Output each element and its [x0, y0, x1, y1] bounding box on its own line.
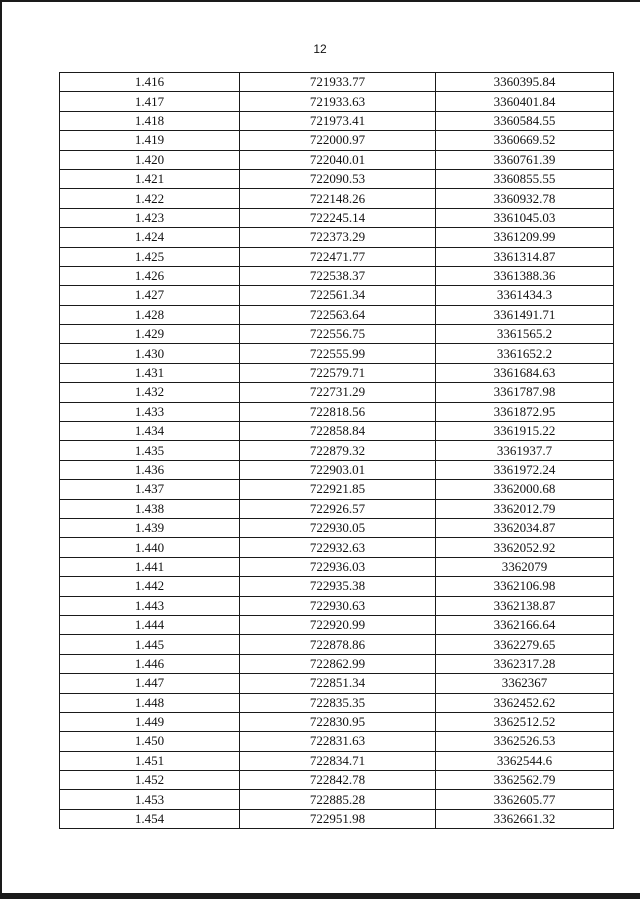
x-coordinate-cell: 722878.86	[240, 635, 436, 654]
y-coordinate-cell: 3361652.2	[436, 344, 614, 363]
x-coordinate-cell: 722818.56	[240, 402, 436, 421]
x-coordinate-cell: 722930.63	[240, 596, 436, 615]
x-coordinate-cell: 722926.57	[240, 499, 436, 518]
table-row	[60, 325, 614, 344]
x-coordinate-cell: 722555.99	[240, 344, 436, 363]
y-coordinate-cell: 3361388.36	[436, 266, 614, 285]
x-coordinate-cell: 722935.38	[240, 577, 436, 596]
point-number-cell: 1.423	[60, 208, 240, 227]
y-coordinate-cell: 3362012.79	[436, 499, 614, 518]
y-coordinate-cell: 3360395.84	[436, 73, 614, 92]
table-row	[60, 499, 614, 518]
x-coordinate-cell: 722951.98	[240, 809, 436, 828]
y-coordinate-cell: 3362526.53	[436, 732, 614, 751]
table-row	[60, 577, 614, 596]
y-coordinate-cell: 3361872.95	[436, 402, 614, 421]
point-number-cell: 1.448	[60, 693, 240, 712]
table-row	[60, 771, 614, 790]
point-number-cell: 1.442	[60, 577, 240, 596]
x-coordinate-cell: 722879.32	[240, 441, 436, 460]
point-number-cell: 1.430	[60, 344, 240, 363]
table-row	[60, 247, 614, 266]
y-coordinate-cell: 3361314.87	[436, 247, 614, 266]
x-coordinate-cell: 722471.77	[240, 247, 436, 266]
point-number-cell: 1.437	[60, 480, 240, 499]
table-row	[60, 480, 614, 499]
table-row	[60, 344, 614, 363]
x-coordinate-cell: 722148.26	[240, 189, 436, 208]
x-coordinate-cell: 722831.63	[240, 732, 436, 751]
table-row	[60, 693, 614, 712]
bottom-scan-edge	[0, 893, 640, 899]
x-coordinate-cell: 722731.29	[240, 383, 436, 402]
point-number-cell: 1.438	[60, 499, 240, 518]
table-row	[60, 441, 614, 460]
x-coordinate-cell: 722862.99	[240, 654, 436, 673]
table-row	[60, 305, 614, 324]
y-coordinate-cell: 3361972.24	[436, 460, 614, 479]
point-number-cell: 1.427	[60, 286, 240, 305]
y-coordinate-cell: 3361491.71	[436, 305, 614, 324]
y-coordinate-cell: 3360669.52	[436, 131, 614, 150]
x-coordinate-cell: 721933.63	[240, 92, 436, 111]
table-row	[60, 460, 614, 479]
table-row	[60, 809, 614, 828]
table-row	[60, 208, 614, 227]
point-number-cell: 1.441	[60, 557, 240, 576]
y-coordinate-cell: 3361915.22	[436, 422, 614, 441]
y-coordinate-cell: 3362452.62	[436, 693, 614, 712]
x-coordinate-cell: 722885.28	[240, 790, 436, 809]
y-coordinate-cell: 3361684.63	[436, 363, 614, 382]
y-coordinate-cell: 3362079	[436, 557, 614, 576]
coordinates-table-body	[60, 73, 614, 829]
x-coordinate-cell: 722921.85	[240, 480, 436, 499]
x-coordinate-cell: 722858.84	[240, 422, 436, 441]
y-coordinate-cell: 3360761.39	[436, 150, 614, 169]
x-coordinate-cell: 722040.01	[240, 150, 436, 169]
table-row	[60, 92, 614, 111]
y-coordinate-cell: 3360584.55	[436, 111, 614, 130]
point-number-cell: 1.433	[60, 402, 240, 421]
x-coordinate-cell: 722579.71	[240, 363, 436, 382]
point-number-cell: 1.449	[60, 712, 240, 731]
x-coordinate-cell: 722930.05	[240, 518, 436, 537]
y-coordinate-cell: 3362279.65	[436, 635, 614, 654]
point-number-cell: 1.450	[60, 732, 240, 751]
y-coordinate-cell: 3362000.68	[436, 480, 614, 499]
x-coordinate-cell: 722842.78	[240, 771, 436, 790]
x-coordinate-cell: 722903.01	[240, 460, 436, 479]
point-number-cell: 1.428	[60, 305, 240, 324]
y-coordinate-cell: 3361565.2	[436, 325, 614, 344]
table-row	[60, 169, 614, 188]
y-coordinate-cell: 3361045.03	[436, 208, 614, 227]
y-coordinate-cell: 3360932.78	[436, 189, 614, 208]
x-coordinate-cell: 722834.71	[240, 751, 436, 770]
point-number-cell: 1.444	[60, 615, 240, 634]
table-row	[60, 615, 614, 634]
y-coordinate-cell: 3362034.87	[436, 518, 614, 537]
point-number-cell: 1.431	[60, 363, 240, 382]
y-coordinate-cell: 3362106.98	[436, 577, 614, 596]
table-row	[60, 111, 614, 130]
y-coordinate-cell: 3362605.77	[436, 790, 614, 809]
x-coordinate-cell: 721973.41	[240, 111, 436, 130]
y-coordinate-cell: 3362317.28	[436, 654, 614, 673]
x-coordinate-cell: 722245.14	[240, 208, 436, 227]
point-number-cell: 1.424	[60, 228, 240, 247]
table-row	[60, 790, 614, 809]
point-number-cell: 1.439	[60, 518, 240, 537]
x-coordinate-cell: 721933.77	[240, 73, 436, 92]
table-row	[60, 635, 614, 654]
table-row	[60, 363, 614, 382]
y-coordinate-cell: 3361434.3	[436, 286, 614, 305]
x-coordinate-cell: 722920.99	[240, 615, 436, 634]
point-number-cell: 1.446	[60, 654, 240, 673]
y-coordinate-cell: 3362544.6	[436, 751, 614, 770]
y-coordinate-cell: 3362512.52	[436, 712, 614, 731]
table-row	[60, 596, 614, 615]
x-coordinate-cell: 722373.29	[240, 228, 436, 247]
point-number-cell: 1.454	[60, 809, 240, 828]
point-number-cell: 1.436	[60, 460, 240, 479]
point-number-cell: 1.445	[60, 635, 240, 654]
point-number-cell: 1.420	[60, 150, 240, 169]
table-row	[60, 131, 614, 150]
y-coordinate-cell: 3362661.32	[436, 809, 614, 828]
table-row	[60, 732, 614, 751]
table-row	[60, 150, 614, 169]
x-coordinate-cell: 722932.63	[240, 538, 436, 557]
point-number-cell: 1.434	[60, 422, 240, 441]
x-coordinate-cell: 722563.64	[240, 305, 436, 324]
y-coordinate-cell: 3362138.87	[436, 596, 614, 615]
table-row	[60, 751, 614, 770]
point-number-cell: 1.453	[60, 790, 240, 809]
table-row	[60, 189, 614, 208]
table-row	[60, 422, 614, 441]
table-row	[60, 402, 614, 421]
point-number-cell: 1.421	[60, 169, 240, 188]
x-coordinate-cell: 722556.75	[240, 325, 436, 344]
table-row	[60, 538, 614, 557]
point-number-cell: 1.435	[60, 441, 240, 460]
x-coordinate-cell: 722835.35	[240, 693, 436, 712]
table-row	[60, 557, 614, 576]
y-coordinate-cell: 3361209.99	[436, 228, 614, 247]
point-number-cell: 1.422	[60, 189, 240, 208]
y-coordinate-cell: 3360401.84	[436, 92, 614, 111]
table-row	[60, 674, 614, 693]
x-coordinate-cell: 722000.97	[240, 131, 436, 150]
point-number-cell: 1.419	[60, 131, 240, 150]
y-coordinate-cell: 3361937.7	[436, 441, 614, 460]
x-coordinate-cell: 722561.34	[240, 286, 436, 305]
point-number-cell: 1.425	[60, 247, 240, 266]
y-coordinate-cell: 3361787.98	[436, 383, 614, 402]
y-coordinate-cell: 3362166.64	[436, 615, 614, 634]
y-coordinate-cell: 3362052.92	[436, 538, 614, 557]
coordinates-table	[59, 72, 614, 829]
point-number-cell: 1.447	[60, 674, 240, 693]
point-number-cell: 1.432	[60, 383, 240, 402]
x-coordinate-cell: 722830.95	[240, 712, 436, 731]
x-coordinate-cell: 722936.03	[240, 557, 436, 576]
y-coordinate-cell: 3362367	[436, 674, 614, 693]
x-coordinate-cell: 722090.53	[240, 169, 436, 188]
point-number-cell: 1.418	[60, 111, 240, 130]
table-row	[60, 383, 614, 402]
x-coordinate-cell: 722538.37	[240, 266, 436, 285]
point-number-cell: 1.443	[60, 596, 240, 615]
point-number-cell: 1.451	[60, 751, 240, 770]
table-row	[60, 228, 614, 247]
point-number-cell: 1.429	[60, 325, 240, 344]
x-coordinate-cell: 722851.34	[240, 674, 436, 693]
table-row	[60, 266, 614, 285]
y-coordinate-cell: 3362562.79	[436, 771, 614, 790]
point-number-cell: 1.440	[60, 538, 240, 557]
table-row	[60, 712, 614, 731]
point-number-cell: 1.417	[60, 92, 240, 111]
table-row	[60, 73, 614, 92]
table-row	[60, 654, 614, 673]
table-row	[60, 518, 614, 537]
page-number: 12	[313, 42, 327, 56]
point-number-cell: 1.426	[60, 266, 240, 285]
point-number-cell: 1.416	[60, 73, 240, 92]
point-number-cell: 1.452	[60, 771, 240, 790]
table-row	[60, 286, 614, 305]
y-coordinate-cell: 3360855.55	[436, 169, 614, 188]
